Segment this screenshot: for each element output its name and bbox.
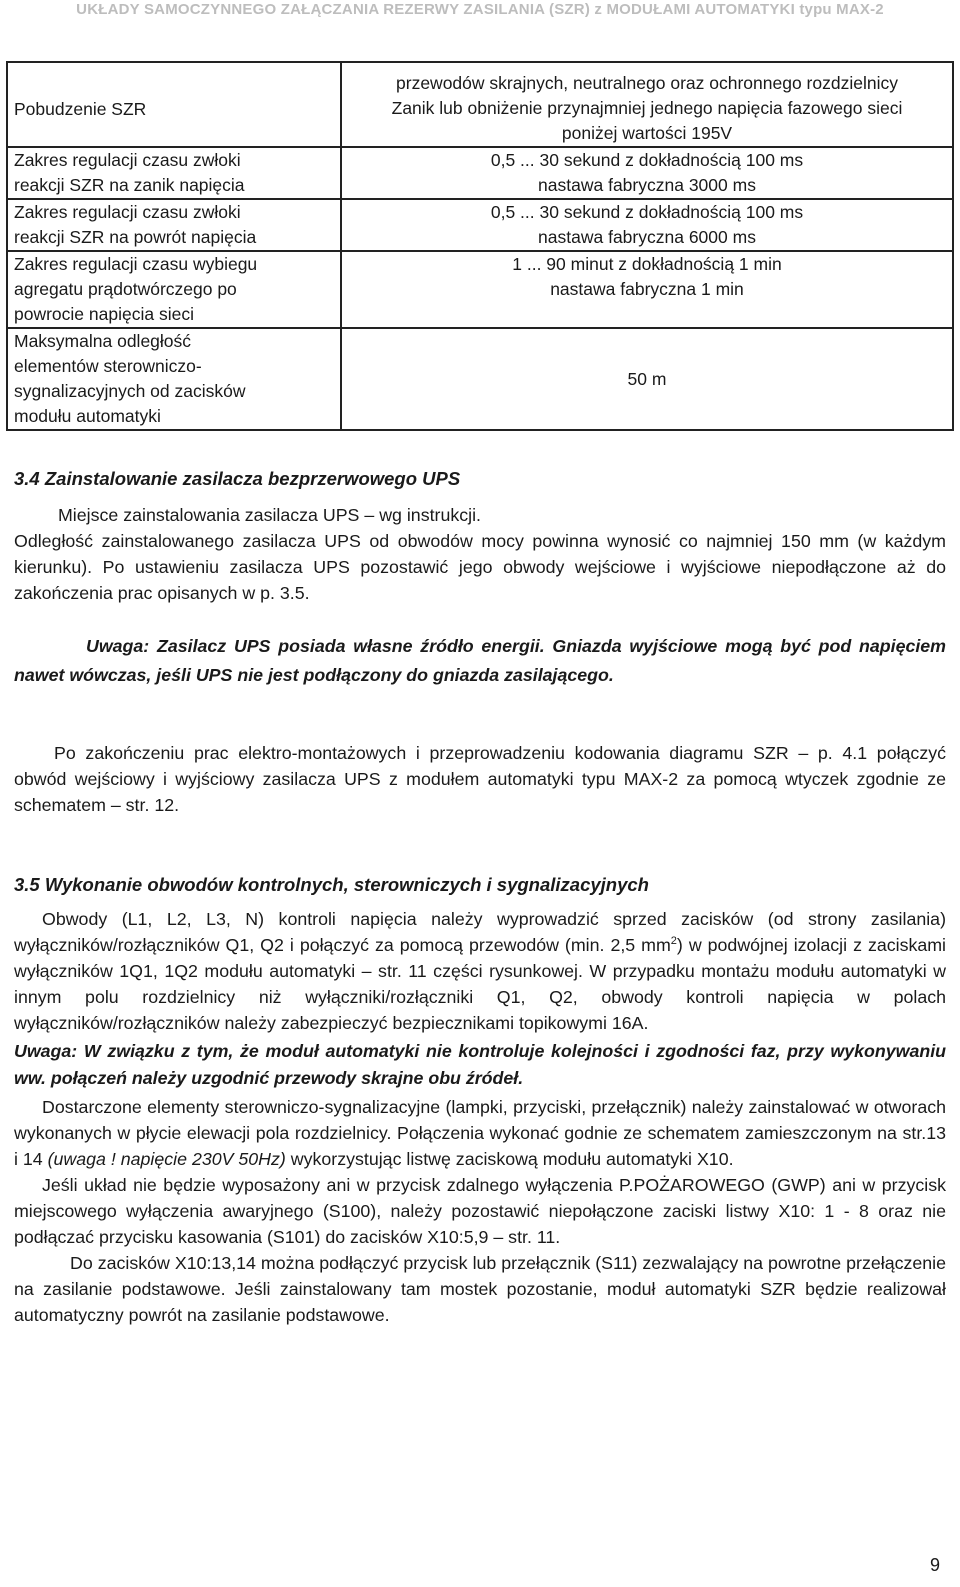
superscript: 2 bbox=[670, 935, 677, 948]
table-label-cell bbox=[7, 328, 341, 430]
row-label: reakcji SZR na powrót napięcia bbox=[14, 227, 257, 247]
text-span: Odległość zainstalowanego zasilacza UPS od obwodów mocy powinna wynosić co najmniej 150 mm (w każdym kierunku). bbox=[14, 531, 946, 577]
row-value: 1 ... 90 minut z dokładnością 1 min bbox=[512, 254, 782, 274]
row-value: przewodów skrajnych, neutralnego oraz ochronnego rozdzielnicy bbox=[396, 73, 898, 93]
row-value: poniżej wartości 195V bbox=[561, 123, 733, 143]
table-label-cell bbox=[7, 199, 341, 251]
table-value-cell bbox=[341, 62, 953, 147]
table-label-cell bbox=[7, 147, 341, 199]
table-label-cell bbox=[7, 62, 341, 147]
ups-warning bbox=[14, 632, 946, 690]
section-heading-3-5: 3.5 Wykonanie obwodów kontrolnych, sterowniczych i sygnalizacyjnych bbox=[14, 874, 649, 895]
paragraph bbox=[14, 1092, 946, 1172]
row-label: Maksymalna odległość bbox=[14, 331, 192, 351]
table-value-cell bbox=[341, 147, 953, 199]
page-number: 9 bbox=[929, 1555, 940, 1575]
text-span: (uwaga ! napięcie 230V 50Hz) bbox=[47, 1149, 286, 1169]
row-label: modułu automatyki bbox=[14, 406, 161, 426]
warning-text: Uwaga: Zasilacz UPS posiada własne źródło energii. Gniazda wyjściowe mogą być pod napięciem nawet wówczas, jeśli UPS nie jest podłączony do gniazda zasilającego. bbox=[14, 636, 946, 685]
row-label: Zakres regulacji czasu zwłoki bbox=[14, 202, 241, 222]
row-value: nastawa fabryczna 1 min bbox=[550, 279, 744, 299]
row-value: 0,5 ... 30 sekund z dokładnością 100 ms bbox=[490, 150, 804, 170]
paragraph: Miejsce zainstalowania zasilacza UPS – wg instrukcji. bbox=[58, 505, 481, 525]
text-span: wykorzystując listwę zaciskową modułu automatyki X10. bbox=[290, 1149, 734, 1169]
row-label: agregatu prądotwórczego po bbox=[14, 279, 237, 299]
row-value: 0,5 ... 30 sekund z dokładnością 100 ms bbox=[490, 202, 804, 222]
table-value-cell bbox=[341, 251, 953, 328]
row-value: nastawa fabryczna 3000 ms bbox=[538, 175, 756, 195]
row-label: elementów sterowniczo- bbox=[14, 356, 202, 376]
paragraph: Jeśli układ nie będzie wyposażony ani w przycisk zdalnego wyłączenia P.POŻAROWEGO (GWP) ani w przycisk miejscowego wyłączenia awaryjnego (S100), należy pozostawić niepołączone zaciski listwy X10: 1 - 8 oraz nie podłączać przycisku kasowania (S101) do zacisków X10:5,9 – str. 11. bbox=[14, 1175, 946, 1247]
section-heading-3-4: 3.4 Zainstalowanie zasilacza bezprzerwowego UPS bbox=[14, 468, 461, 489]
row-value: nastawa fabryczna 6000 ms bbox=[538, 227, 756, 247]
row-label: Pobudzenie SZR bbox=[14, 99, 147, 119]
row-value: 50 m bbox=[627, 368, 667, 389]
paragraph: Do zacisków X10:13,14 można podłączyć przycisk lub przełącznik (S11) zezwalający na powrotne przełączenie na zasilanie podstawowe. Jeśli zainstalowany tam mostek pozostanie, moduł automatyki SZR będzie realizował automatyczny powrót na zasilanie podstawowe. bbox=[14, 1253, 946, 1325]
table-value-cell bbox=[341, 199, 953, 251]
text-span: ) w podwójnej izolacji z zaciskami wyłączników 1Q1, 1Q2 modułu automatyki – str. 11 części rysunkowej. W przypadku montażu modułu automatyki w innym polu rozdzielnicy niż wyłączniki/rozłączniki Q1, Q2, obwody kontroli napięcia w polach wyłączników/rozłączników należy zabezpieczyć bezpiecznikami topikowymi 16A. bbox=[14, 935, 946, 1033]
section-3-5-body bbox=[14, 906, 946, 1328]
row-label: reakcji SZR na zanik napięcia bbox=[14, 175, 245, 195]
row-value: Zanik lub obniżenie przynajmniej jednego napięcia fazowego sieci bbox=[391, 98, 903, 118]
section-3-4-final bbox=[14, 740, 946, 818]
row-label: Zakres regulacji czasu zwłoki bbox=[14, 150, 241, 170]
warning-text: Uwaga: W związku z tym, że moduł automatyki nie kontroluje kolejności i zgodności faz, przy wykonywaniu ww. połączeń należy uzgodnić przewody skrajne obu źródeł. bbox=[14, 1041, 946, 1088]
table-row bbox=[7, 251, 953, 328]
table-row bbox=[7, 147, 953, 199]
table-row bbox=[7, 62, 953, 147]
table-label-cell bbox=[7, 251, 341, 328]
paragraph bbox=[14, 906, 946, 1036]
section-3-4-body bbox=[14, 502, 946, 606]
table-row bbox=[7, 328, 953, 430]
row-label: Zakres regulacji czasu wybiegu bbox=[14, 254, 258, 274]
paragraph: Po zakończeniu prac elektro-montażowych i przeprowadzeniu kodowania diagramu SZR – p. 4.1 połączyć obwód wejściowy i wyjściowy zasilacza UPS z modułem automatyki typu MAX-2 za pomocą wtyczek zgodnie ze schematem – str. 12. bbox=[14, 743, 946, 815]
paragraph bbox=[14, 528, 946, 606]
text-span: Po ustawieniu zasilacza UPS pozostawić jego obwody wejściowe i wyjściowe niepodłączone aż do zakończenia prac opisanych w p. 3.5. bbox=[14, 557, 946, 603]
row-label: sygnalizacyjnych od zacisków bbox=[14, 381, 246, 401]
text-span: Dostarczone elementy sterowniczo-sygnalizacyjne (lampki, przyciski, przełącznik) należy zainstalować w otworach wykonanych w płycie elewacji pola rozdzielnicy. Połączenia wykonać godnie ze schematem zamieszczonym na str.13 i 14 bbox=[14, 1097, 946, 1169]
spec-table bbox=[6, 61, 954, 431]
table-value-cell bbox=[341, 328, 953, 430]
document-header: UKŁADY SAMOCZYNNEGO ZAŁĄCZANIA REZERWY ZASILANIA (SZR) z MODUŁAMI AUTOMATYKI typu MAX-2 bbox=[76, 1, 884, 18]
row-label: powrocie napięcia sieci bbox=[14, 304, 194, 324]
text-span: Obwody (L1, L2, L3, N) kontroli napięcia należy wyprowadzić sprzed zacisków (od strony zasilania) wyłączników/rozłączników Q1, Q2 i połączyć za pomocą przewodów (min. 2,5 mm bbox=[14, 909, 946, 955]
table-row bbox=[7, 199, 953, 251]
